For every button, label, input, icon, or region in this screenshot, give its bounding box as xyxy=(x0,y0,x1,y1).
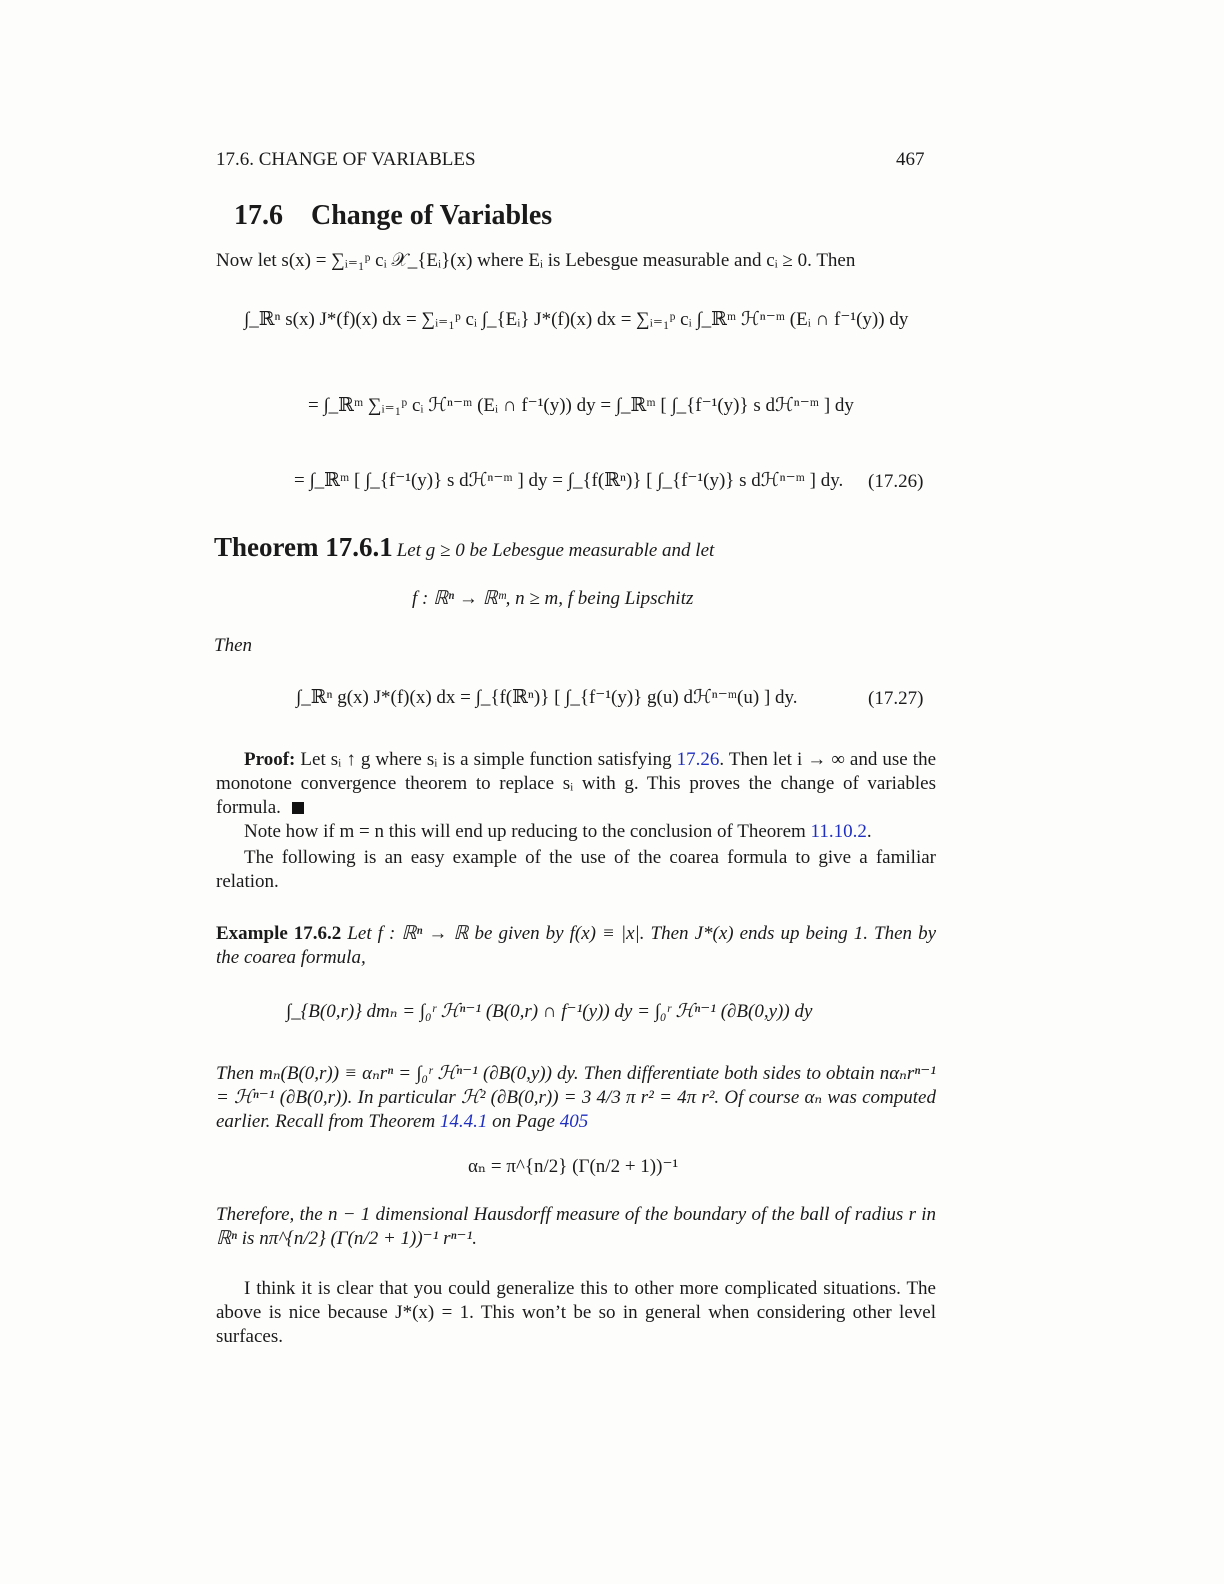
proof-text-b: . Then let i → ∞ and use the monotone convergence theorem to replace sᵢ with g. This proves the change of variables formula. xyxy=(216,749,936,818)
equation-1727: ∫_ℝⁿ g(x) J*(f)(x) dx = ∫_{f(ℝⁿ)} [ ∫_{f⁻¹(y)} g(u) dℋⁿ⁻ᵐ(u) ] dy. xyxy=(296,687,798,708)
running-header: 17.6. CHANGE OF VARIABLES xyxy=(216,149,476,170)
note-text-b: . xyxy=(866,821,872,842)
alpha-formula: αₙ = π^{n/2} (Γ(n/2 + 1))⁻¹ xyxy=(468,1156,679,1177)
equation-line-1: ∫_ℝⁿ s(x) J*(f)(x) dx = ∑ᵢ₌₁ᵖ cᵢ ∫_{Eᵢ} J*(f)(x) dx = ∑ᵢ₌₁ᵖ cᵢ ∫_ℝᵐ ℋⁿ⁻ᵐ (Eᵢ ∩ f⁻¹(y)) dy xyxy=(244,309,909,330)
page-405-link[interactable]: 405 xyxy=(559,1111,589,1132)
equation-line-3: = ∫_ℝᵐ [ ∫_{f⁻¹(y)} s dℋⁿ⁻ᵐ ] dy = ∫_{f(ℝⁿ)} [ ∫_{f⁻¹(y)} s dℋⁿ⁻ᵐ ] dy. xyxy=(294,470,844,491)
example-display-equation: ∫_{B(0,r)} dmₙ = ∫₀ʳ ℋⁿ⁻¹ (B(0,r) ∩ f⁻¹(y)) dy = ∫₀ʳ ℋⁿ⁻¹ (∂B(0,y)) dy xyxy=(286,1001,813,1022)
note-text-a: Note how if m = n this will end up reducing to the conclusion of Theorem xyxy=(244,821,806,842)
example-text: Let f : ℝⁿ → ℝ be given by f(x) ≡ |x|. Then J*(x) ends up being 1. Then by the coarea formula, xyxy=(216,923,937,968)
therefore-paragraph: Therefore, the n − 1 dimensional Hausdorff measure of the boundary of the ball of radius r in ℝⁿ is nπ^{n/2} (Γ(n/2 + 1))⁻¹ rⁿ⁻¹. xyxy=(216,1204,936,1249)
proof-label: Proof: xyxy=(244,749,296,770)
theorem-1441-link[interactable]: 14.4.1 xyxy=(439,1111,488,1132)
example-then-paragraph xyxy=(216,1062,936,1134)
note-paragraph xyxy=(216,820,936,844)
theorem-statement: Let g ≥ 0 be Lebesgue measurable and let xyxy=(396,540,715,561)
example-label: Example 17.6.2 xyxy=(216,923,342,944)
theorem-then: Then xyxy=(214,635,252,656)
section-title: Change of Variables xyxy=(311,200,553,231)
proof-text-a: Let sᵢ ↑ g where sᵢ is a simple function satisfying xyxy=(300,749,672,770)
page-number: 467 xyxy=(896,149,925,170)
equation-ref-link[interactable]: 17.26 xyxy=(676,749,720,770)
example-paragraph xyxy=(216,922,936,970)
example-then-text: Then mₙ(B(0,r)) ≡ αₙrⁿ = ∫₀ʳ ℋⁿ⁻¹ (∂B(0,y)) dy. Then differentiate both sides to obtain nαₙrⁿ⁻¹ = ℋⁿ⁻¹ (∂B(0,r)). In particular ℋ² (∂B(0,r)) = 3 4/3 π r² = 4π r². Of course αₙ was computed earlier. Recall from Theorem xyxy=(216,1063,936,1132)
theorem-block xyxy=(214,532,714,563)
on-page-text: on Page xyxy=(492,1111,555,1132)
equation-line-2: = ∫_ℝᵐ ∑ᵢ₌₁ᵖ cᵢ ℋⁿ⁻ᵐ (Eᵢ ∩ f⁻¹(y)) dy = ∫_ℝᵐ [ ∫_{f⁻¹(y)} s dℋⁿ⁻ᵐ ] dy xyxy=(308,395,854,416)
theorem-label: Theorem 17.6.1 xyxy=(214,532,393,562)
section-heading xyxy=(234,200,552,232)
following-paragraph: The following is an easy example of the use of the coarea formula to give a familiar relation. xyxy=(216,847,936,892)
equation-number-1727: (17.27) xyxy=(868,688,924,709)
qed-symbol xyxy=(292,802,304,814)
theorem-condition: f : ℝⁿ → ℝᵐ, n ≥ m, f being Lipschitz xyxy=(412,588,694,609)
intro-paragraph: Now let s(x) = ∑ᵢ₌₁ᵖ cᵢ 𝒳_{Eᵢ}(x) where Eᵢ is Lebesgue measurable and cᵢ ≥ 0. Then xyxy=(216,250,856,271)
theorem-ref-link[interactable]: 11.10.2 xyxy=(810,821,867,842)
section-number: 17.6 xyxy=(234,200,283,231)
closing-paragraph: I think it is clear that you could generalize this to other more complicated situations. The above is nice because J*(x) = 1. This won’t be so in general when considering other level surfaces. xyxy=(216,1278,936,1347)
proof-paragraph xyxy=(216,748,936,820)
equation-number-1726: (17.26) xyxy=(868,471,924,492)
